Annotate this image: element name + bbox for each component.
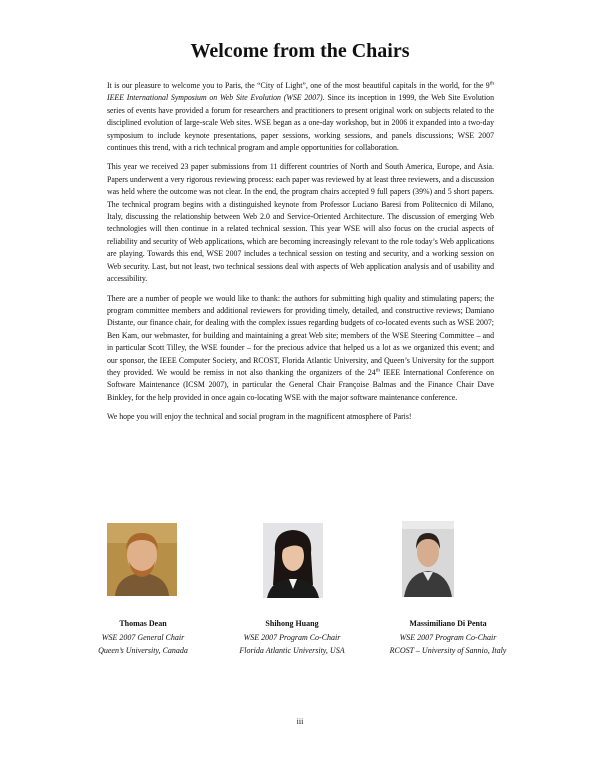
paragraph-intro-text-a: It is our pleasure to welcome you to Paris, the “City of Light”, one of the most beautiful capitals in the world, for the 9 <box>107 81 490 90</box>
paragraph-closing: We hope you will enjoy the technical and social program in the magnificent atmosphere of Paris! <box>107 412 412 422</box>
chair-name: Shihong Huang <box>265 619 319 628</box>
chair-affiliation: RCOST – University of Sannio, Italy <box>389 646 507 655</box>
paragraph-intro <box>107 80 494 154</box>
photo-shihong-huang <box>263 523 323 598</box>
paragraph-submissions: This year we received 23 paper submissions from 11 different countries of North and South America, Europe, and Asia. Papers underwent a very rigorous reviewing process: each paper was reviewed by at least three reviewers, and a discussion was held where the outcome was not clear. In the end, the program chairs accepted 9 full papers (39%) and 5 short papers. The technical program begins with a distinguished keynote from Professor Luciano Baresi from Politecnico di Milano, Italy, discussing the relationship between Web 2.0 and Service-Oriented Architecture. The discussion of emerging Web technologies will then continue in a related technical session. This year WSE will also focus on the crucial aspects of reliability and security of Web applications, which are becoming increasingly relevant to the role today’s Web applications are playing. Towards this end, WSE 2007 includes a technical session on testing and security, and a working session on Web security. Last, but not least, two technical sessions deal with aspects of Web application analysis and of usability and accessibility. <box>107 162 494 284</box>
chair-role: WSE 2007 Program Co-Chair <box>399 632 497 642</box>
paragraph-intro-text-c: . Since its inception in 1999, the Web Site Evolution series of events have provided a forum for researchers and practitioners to present original work on subjects related to the disciplined evolution of large-scale Web sites. WSE began as a one-day workshop, but in 2006 it expanded into a two-day symposium to include keynote presentations, paper sessions, working sessions, and panels discussions; WSE 2007 continues this trend, with a rich technical program and ample opportunities for collaboration. <box>107 93 494 153</box>
symposium-name: IEEE International Symposium on Web Site Evolution (WSE 2007) <box>107 93 323 103</box>
body-text <box>107 80 494 431</box>
paragraph-thanks-text-b: IEEE International Conference on Software Maintenance (ICSM 2007), in particular the General Chair Françoise Balmas and the Finance Chair Dave Binkley, for the help provided in once again co-locating WSE with the major software maintenance conference. <box>107 367 494 402</box>
page-title: Welcome from the Chairs <box>190 40 410 62</box>
page-number: iii <box>296 717 304 726</box>
chair-affiliation: Florida Atlantic University, USA <box>239 646 345 655</box>
chair-name: Massimiliano Di Penta <box>409 619 487 628</box>
chair-card-shihong-huang <box>212 617 372 658</box>
photo-thomas-dean <box>107 523 177 596</box>
paragraph-thanks-text-a: There are a number of people we would like to thank: the authors for submitting high quality and stimulating papers; the program committee members and additional reviewers for providing timely, detailed, and constructive reviews; Damiano Distante, our finance chair, for dealing with the complex issues regarding budgets of co-located events such as WSE 2007; Ben Kam, our webmaster, for building and maintaining a great Web site; members of the WSE Steering Committee – and in particular Scott Tilley, the WSE founder – for the precious advice that helped us a lot as we organized this event; and our sponsor, the IEEE Computer Society, and RCOST, Florida Atlantic University, and Queen’s University for the support they provided. We would be remiss in not also thanking the organizers of the 24 <box>107 293 494 377</box>
chair-card-massimiliano-di-penta <box>368 617 528 658</box>
chair-affiliation: Queen’s University, Canada <box>98 646 188 655</box>
paragraph-thanks <box>107 293 494 405</box>
chair-role: WSE 2007 General Chair <box>101 632 185 642</box>
ordinal-superscript: th <box>489 80 494 87</box>
ordinal-superscript: th <box>375 367 380 374</box>
chair-role: WSE 2007 Program Co-Chair <box>243 632 341 642</box>
photo-massimiliano-di-penta <box>402 521 454 597</box>
chair-card-thomas-dean <box>63 617 223 658</box>
chair-name: Thomas Dean <box>119 619 167 628</box>
